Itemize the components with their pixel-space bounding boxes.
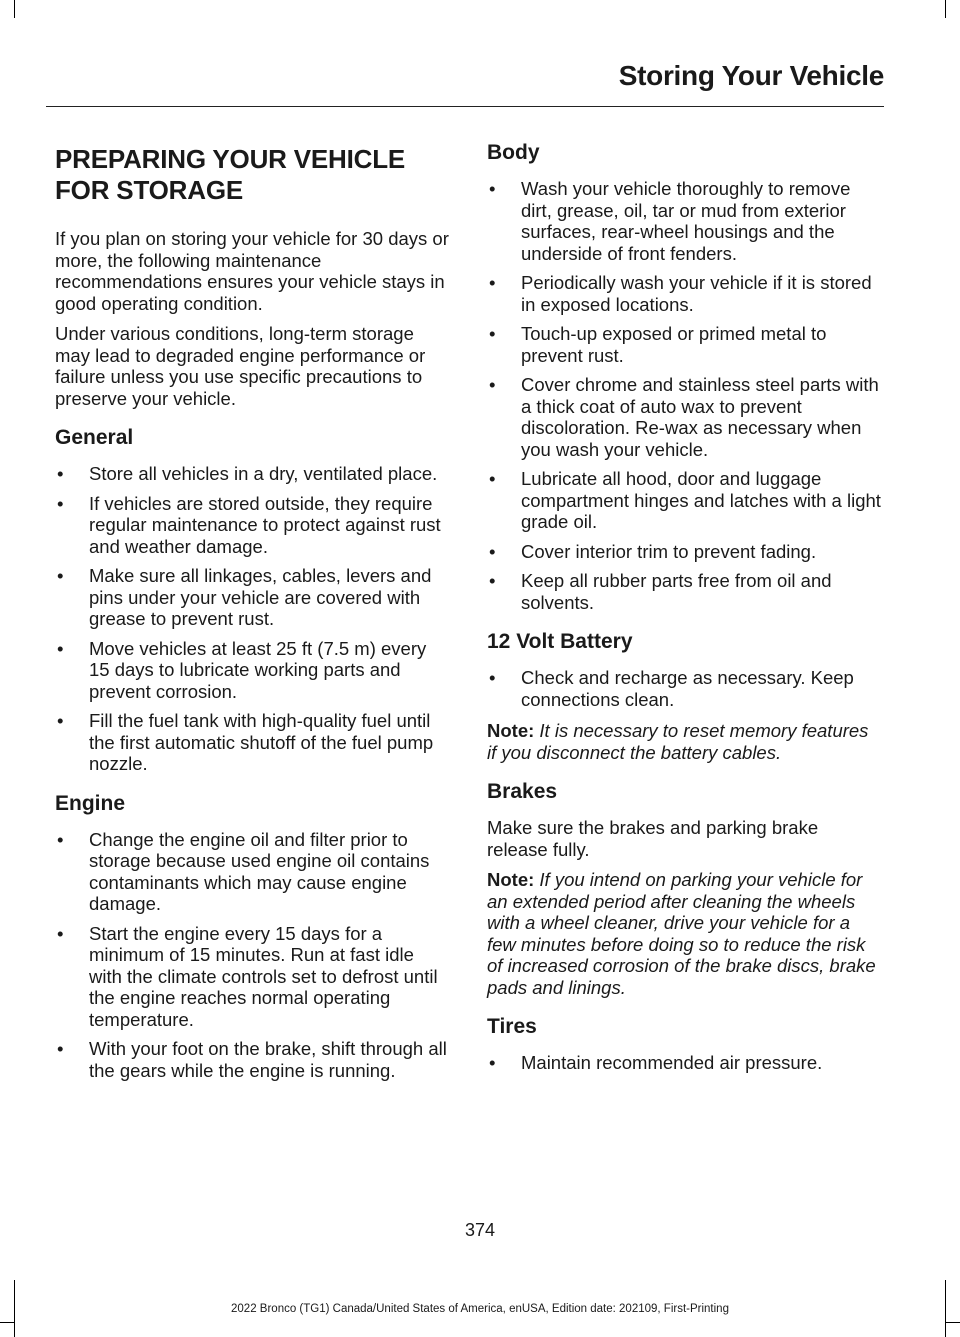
list-item: • Move vehicles at least 25 ft (7.5 m) every 15 days to lubricate working parts and prevent corrosion. [57, 637, 427, 702]
intro-paragraph: If you plan on storing your vehicle for 30 days or more, the following maintenance recommendations ensures your vehicle stays in good operating condition. [55, 228, 449, 314]
crop-mark-top-right-vertical [945, 0, 946, 18]
list-item: • Wash your vehicle thoroughly to remove dirt, grease, oil, tar or mud from exterior surfaces, rear-wheel housings and the underside of front fenders. [489, 178, 851, 264]
battery-list [487, 667, 882, 710]
page-number: 374 [464, 1220, 496, 1240]
page-header-title: Storing Your Vehicle [618, 60, 884, 91]
list-item: • Lubricate all hood, door and luggage compartment hinges and latches with a light grade oil. [489, 468, 881, 532]
list-item: • If vehicles are stored outside, they require regular maintenance to protect against rust and weather damage. [57, 492, 441, 557]
bullet-icon: • [489, 272, 496, 293]
note-text: If you intend on parking your vehicle for an extended period after cleaning the wheels with a wheel cleaner, drive your vehicle for a few minutes before doing so to reduce the risk of increased corrosion of the brake discs, brake pads and linings. [487, 869, 876, 998]
bullet-icon: • [489, 1052, 496, 1073]
bullet-icon: • [57, 492, 64, 514]
general-list [55, 463, 450, 775]
bullet-icon: • [57, 637, 64, 659]
tires-list [487, 1052, 882, 1074]
brakes-paragraph: Make sure the brakes and parking brake release fully. [487, 817, 819, 860]
list-item: • Check and recharge as necessary. Keep connections clean. [489, 667, 854, 710]
brakes-note [487, 869, 882, 998]
engine-list [55, 829, 450, 1082]
body-list [487, 178, 882, 613]
list-item: • Store all vehicles in a dry, ventilated place. [57, 463, 438, 484]
body-heading: Body [487, 141, 540, 164]
bullet-icon: • [489, 570, 496, 591]
bullet-icon: • [57, 828, 64, 850]
list-item: • Cover interior trim to prevent fading. [489, 540, 817, 562]
note-text: It is necessary to reset memory features if you disconnect the battery cables. [487, 720, 869, 763]
battery-heading: 12 Volt Battery [487, 630, 633, 653]
general-heading: General [55, 426, 134, 449]
section-title-line2: FOR STORAGE [55, 175, 244, 205]
bullet-icon: • [57, 710, 64, 731]
list-item: • With your foot on the brake, shift through all the gears while the engine is running. [57, 1038, 447, 1081]
bullet-icon: • [489, 178, 496, 199]
list-item: • Make sure all linkages, cables, levers and pins under your vehicle are covered with grease to prevent rust. [57, 565, 432, 629]
tires-heading: Tires [487, 1015, 537, 1038]
crop-mark-top-left-vertical [14, 0, 15, 18]
list-item: • Start the engine every 15 days for a minimum of 15 minutes. Run at fast idle with the climate controls set to defrost until the engine reaches normal operating temperature. [57, 922, 438, 1030]
bullet-icon: • [57, 565, 64, 586]
intro-paragraph: Under various conditions, long-term storage may lead to degraded engine performance or failure unless you use specific precautions to preserve your vehicle. [55, 323, 426, 409]
list-item: • Maintain recommended air pressure. [489, 1052, 823, 1073]
list-item: • Touch-up exposed or primed metal to prevent rust. [489, 323, 827, 366]
right-column [487, 140, 882, 1084]
section-title [55, 144, 450, 206]
list-item: • Keep all rubber parts free from oil and solvents. [489, 570, 832, 613]
section-title-line1: PREPARING YOUR VEHICLE [55, 144, 406, 174]
bullet-icon: • [489, 468, 496, 489]
engine-heading: Engine [55, 791, 126, 815]
bullet-icon: • [489, 540, 496, 562]
header-divider [46, 106, 884, 107]
brakes-heading: Brakes [487, 780, 558, 803]
page-footer: 2022 Bronco (TG1) Canada/United States of America, enUSA, Edition date: 202109, First-Printing [231, 1303, 729, 1315]
bullet-icon: • [57, 1038, 64, 1059]
list-item: • Cover chrome and stainless steel parts with a thick coat of auto wax to prevent discoloration. Re-wax as necessary when you wash your vehicle. [489, 374, 879, 460]
list-item: • Fill the fuel tank with high-quality fuel until the first automatic shutoff of the fuel pump nozzle. [57, 710, 434, 774]
bullet-icon: • [489, 667, 496, 688]
note-label: Note: [487, 869, 535, 890]
bullet-icon: • [57, 922, 64, 944]
crop-mark-bottom-left-horizontal [0, 1322, 14, 1323]
crop-mark-bottom-right-horizontal [946, 1322, 960, 1323]
bullet-icon: • [489, 374, 496, 395]
bullet-icon: • [489, 323, 496, 344]
list-item: • Change the engine oil and filter prior to storage because used engine oil contains contaminants which may cause engine damage. [57, 828, 430, 914]
battery-note [487, 720, 882, 763]
left-column [55, 144, 450, 1091]
list-item: • Periodically wash your vehicle if it is stored in exposed locations. [489, 272, 872, 315]
bullet-icon: • [57, 463, 64, 484]
note-label: Note: [487, 720, 535, 741]
